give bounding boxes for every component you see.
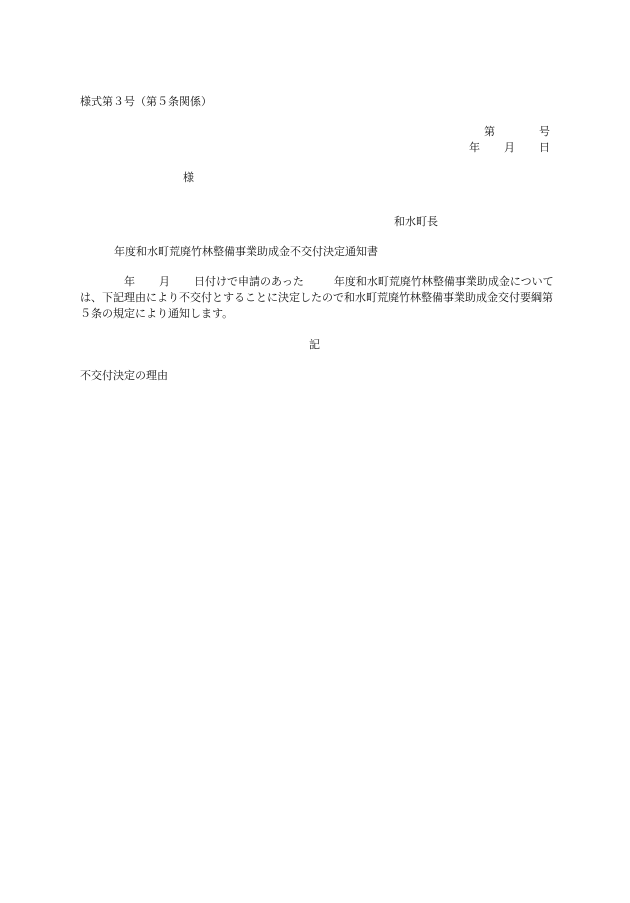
body-year: 年 [124,275,135,288]
document-title: 年度和水町荒廃竹林整備事業助成金不交付決定通知書 [114,245,378,258]
reason-heading: 不交付決定の理由 [80,369,168,382]
form-number: 様式第３号（第５条関係） [80,95,212,108]
date-year: 年 [469,141,480,154]
body-main-text: 年度和水町荒廃竹林整備事業助成金については、下記理由により不交付とすることに決定したので和水町荒廃竹林整備事業助成金交付要綱第５条の規定により通知します。 [80,275,554,320]
date-month: 月 [504,141,515,154]
body-month: 月 [159,275,170,288]
issuer: 和水町長 [394,215,438,228]
date-line [469,140,550,156]
ki-heading: 記 [309,338,320,351]
addressee: 様 [183,171,194,184]
doc-number-prefix: 第 [484,125,495,138]
doc-number-suffix: 号 [539,125,550,138]
document-number-line [484,124,550,140]
date-day: 日 [539,141,550,154]
body-day-phrase: 日付けで申請のあった [194,275,304,288]
body-paragraph [80,274,554,322]
